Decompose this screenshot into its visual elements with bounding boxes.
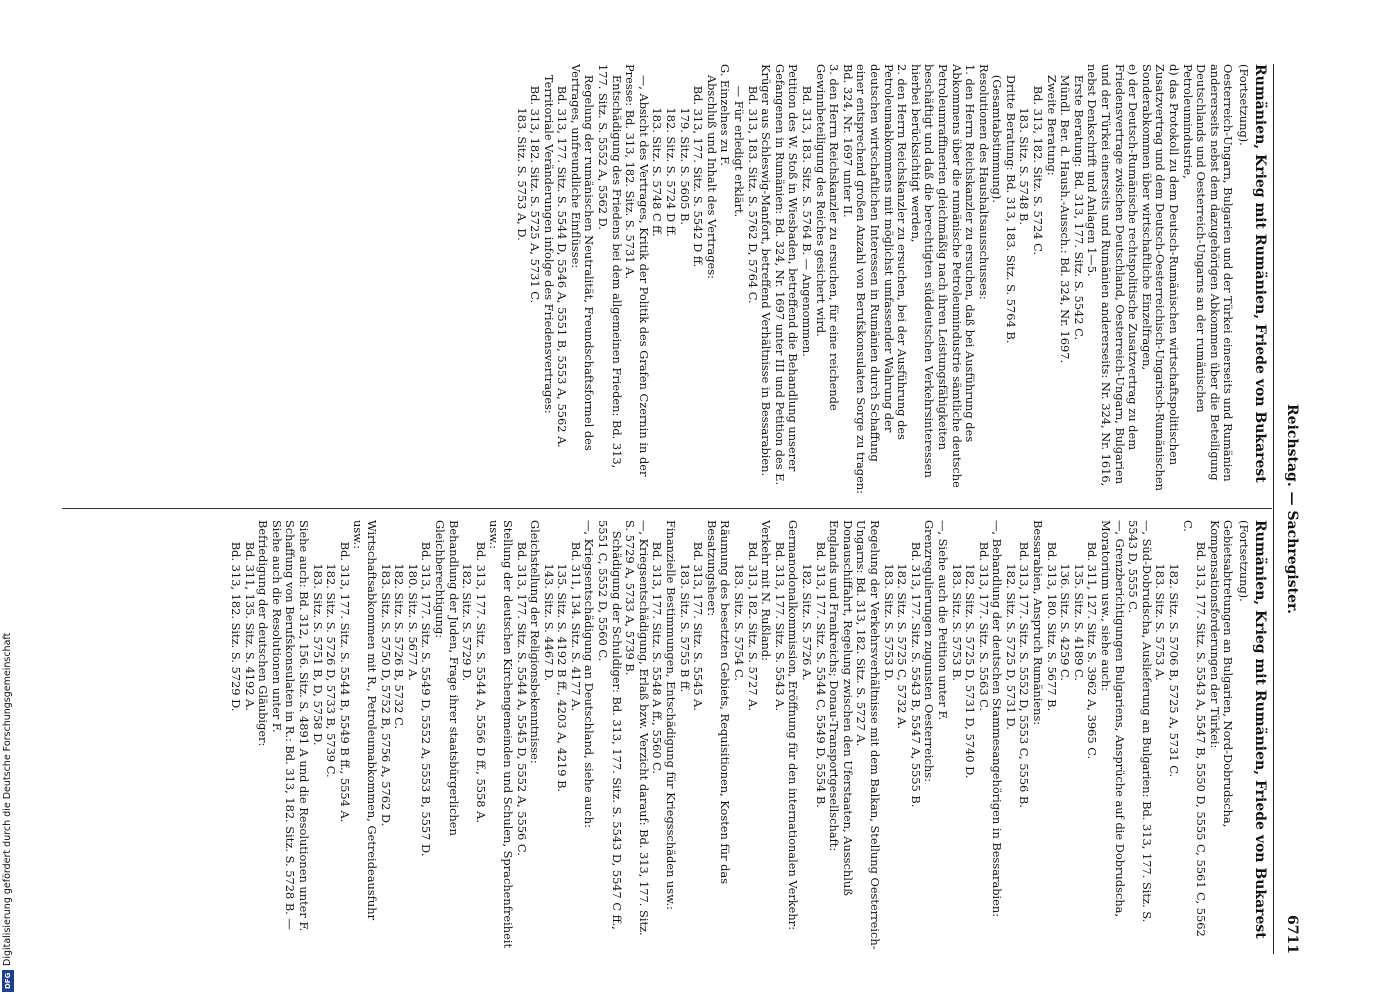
column-separator	[62, 508, 1272, 509]
column-left-body: Oesterreich-Ungarn, Bulgarien und der Türkei einerseits und Rumänien andererseits nebst dem dazugehörigen Abkommen über die Beteiligung Deutschlands und Oesterreich-Ungarns an der rumänischen Petroleumindustrie, d) das Protokoll zu dem Deutsch-Rumänischen wirtschaftspolitischen Zusatzvertrag und dem Deutsch-Oesterreichisch-Ungarisch-Rumänischen Sonderabkommen über wirtschaftliche Einzelfragen, e) der Deutsch-Rumänische rechtspolitische Zusatzvertrag zu dem Friedensvertrage zwischen Deutschland, Oesterreich-Ungarn, Bulgarien und der Türkei einerseits und Rumänien andererseits: Nr. 324, Nr. 1616, nebst Denkschrift und Anlagen 1—5. Erste Beratung: Bd. 313, 177. Sitz. S. 5542 C. Mündl. Ber. d. Haush.-Aussch.: Bd. 324, Nr. 1697. Zweite Beratung: Bd. 313, 182. Sitz. S. 5724 C. 183. Sitz. S. 5748 B. Dritte Beratung: Bd. 313, 183. Sitz. S. 5764 B. (Gesamtabstimmung). Resolutionen des Haushaltsausschusses: 1. den Herrn Reichskanzler zu ersuchen, daß bei Ausführung des Abkommens über die rumänische Petroleumindustrie sämtliche deutsche Petroleumraffinerien gleichmäßig nach ihren Leistungsfähigkeiten beschäftigt und daß die berechtigten süddeutschen Verkehrsinteressen hierbei berücksichtigt werden, 2. den Herrn Reichskanzler zu ersuchen, bei der Ausführung des Petroleumabkommens mit möglichst umfassender Wahrung der deutschen wirtschaftlichen Interessen in Rumänien durch Schaffung einer entsprechend großen Anzahl von Berufskonsulaten Sorge zu tragen: Bd. 324, Nr. 1697 unter II. 3. den Herrn Reichskanzler zu ersuchen, für eine reichende Gewinnbeteiligung des Reiches gesichert wird. Bd. 313, 183. Sitz. S. 5764 B. — Angenommen. Petition des W. Stoß in Wiesbaden, betreffend die Behandlung unserer Gefangenen in Rumänien: Bd. 324, Nr. 1697 unter III und Petition des E. Krüger aus Schleswig-Manfort, betreffend Verhältnisse in Bessarabien. Bd. 313, 183. Sitz. S. 5762 D, 5764 C. — Für erledigt erklärt. G. Einzelnes zu F. Abschluß und Inhalt des Vertrages: Bd. 313, 177. Sitz. S. 5542 D ff. 179. Sitz. S. 5605 B. 182. Sitz. S. 5724 D ff. 183. Sitz. S. 5748 C ff. —, Absicht des Vertrages, Kritik der Politik des Grafen Czernin in der Presse: Bd. 313, 182. Sitz. S. 5731 A. Entschädigung des Friedens bei dem allgemeinen Frieden: Bd. 313, 177. Sitz. S. 5552 A, 5562 D. Regelung der rumänischen Neutralität, Freundschaftsformel des Vertrages, unfreundliche Einflüsse: Bd. 313, 177. Sitz. S. 5544 D, 5546 A, 5551 B, 5553 A, 5562 A. Territoriale Veränderungen infolge des Friedensvertrages: Bd. 313, 182. Sitz. S. 5725 A, 5731 C. 183. Sitz. S. 5753 A, D.	[514, 64, 1236, 494]
digitization-note: Digitalisierung gefördert durch die Deutsche Forschungsgemeinschaft	[2, 632, 13, 966]
column-right-subheading: (Fortsetzung).	[1237, 520, 1251, 602]
dfg-logo: DFG	[2, 970, 14, 992]
column-left-subheading: (Fortsetzung).	[1237, 64, 1251, 146]
page-number: 6711	[1284, 915, 1300, 954]
header-rule	[1273, 64, 1274, 954]
scanned-page	[52, 64, 1304, 954]
column-left-heading: Rumänien, Krieg mit Rumänien, Friede von Bukarest	[1252, 64, 1268, 483]
digitization-footer	[2, 72, 14, 992]
running-header	[1274, 64, 1304, 954]
column-right-body: Gebietsabtretungen an Bulgarien, Nord-Dobrudscha, Kompensationsforderungen der Türkei: Bd. 313, 177. Sitz. S. 5543 A, 5547 B, 5550 D, 5555 C, 5561 C, 5562 C. 182. Sitz. S. 5706 B, 5725 A, 5731 C. 183. Sitz. S. 5753 A. —, Süd-Dobrudscha, Auslieferung an Bulgarien: Bd. 313, 177. Sitz. S. 5543 D, 5555 C. —, Grenzberichtigungen Bulgariens, Ansprüche auf die Dobrudscha, Moratorium usw., siehe auch: Bd. 311, 127. Sitz. S. 3962 A, 3965 C. 135. Sitz. S. 4189 C. 136. Sitz. S. 4259 C. Bd. 313, 180. Sitz. S. 5677 B. Bessarabien, Anspruch Rumäniens: Bd. 313, 177. Sitz. S. 5552 D, 5553 C, 5556 B. 182. Sitz. S. 5725 D, 5731 D. —, Behandlung der deutschen Stammesangehörigen in Bessarabien: Bd. 313, 177. Sitz. S. 5563 C. 182. Sitz. S. 5725 D, 5731 D, 5740 D. 183. Sitz. S. 5753 B. —, Siehe auch die Petition unter F. Grenzregulierungen zugunsten Oesterreichs: Bd. 313, 177. Sitz. S. 5543 B, 5547 A, 5555 B. 182. Sitz. S. 5725 C, 5732 A. 183. Sitz. S. 5753 D. Regelung der Verkehrsverhältnisse mit dem Balkan, Stellung Oesterreich-Ungarns: Bd. 313, 182. Sitz. S. 5727 A. Donauschiffahrt, Regelung zwischen den Uferstaaten, Ausschluß Englands und Frankreichs; Donau-Transportgesellschaft: Bd. 313, 177. Sitz. S. 5544 C, 5549 D, 5554 B. 182. Sitz. S. 5726 A. Germanodonalkommission, Eröffnung für den internationalen Verkehr: Bd. 313, 177. Sitz. S. 5543 A. Verkehr mit N. Rußland: Bd. 313, 182. Sitz. S. 5727 A. 183. Sitz. S. 5754 C. Räumung des besetzten Gebiets, Requisitionen, Kosten für das Besatzungsheer: Bd. 313, 177. Sitz. S. 5545 A. 183. Sitz. S. 5755 B ff. Finanzielle Bestimmungen, Entschädigung für Kriegsschäden usw.: Bd. 313, 177. Sitz. S. 5548 A ff., 5560 C. —, Kriegsentschädigung, Erlaß bzw. Verzicht darauf: Bd. 313, 177. Sitz. S. 5729 A, 5733 A, 5739 B. Schädigung der Schuldiger: Bd. 313, 177. Sitz. S. 5543 D, 5547 C ff., 5551 C, 5552 D, 5560 C. —, Kriegsentschädigung an Deutschland, siehe auch: Bd. 311, 134. Sitz. S. 4177 A. 135. Sitz. S. 4192 B ff., 4203 A, 4219 B. 143. Sitz. S. 4467 D. Gleichstellung der Religionsbekenntnisse: Bd. 313, 177. Sitz. S. 5544 A, 5545 D, 5552 A, 5556 C. Stellung der deutschen Kirchengemeinden und Schulen, Sprachenfreiheit usw.: Bd. 313, 177. Sitz. S. 5544 A, 5556 D ff., 5558 A. 182. Sitz. S. 5729 D. Behandlung der Juden, Frage ihrer staatsbürgerlichen Gleichberechtigung: Bd. 313, 177. Sitz. S. 5549 D, 5552 A, 5553 B, 5557 D. 180. Sitz. S. 5677 A. 182. Sitz. S. 5726 B, 5732 C. 183. Sitz. S. 5750 D, 5752 B, 5756 A, 5762 D. Wirtschaftsabkommen mit R., Petroleumabkommen, Getreideausfuhr usw.: Bd. 313, 177. Sitz. S. 5544 B, 5549 B ff., 5554 A. 182. Sitz. S. 5726 D, 5733 B, 5739 C. 183. Sitz. S. 5751 B, D, 5758 D. Siehe auch: Bd. 312, 156. Sitz. S. 4891 A und die Resolutionen unter F. Schaffung von Berufskonsulaten in R.: Bd. 313, 182. Sitz. S. 5728 B. — Siehe auch die Resolutionen unter F. Befriedigung der deutschen Gläubiger: Bd. 311, 135. Sitz. S. 4192 A. Bd. 313, 182. Sitz. S. 5729 D.	[229, 520, 1236, 950]
column-right	[228, 520, 1268, 950]
column-left	[514, 64, 1268, 494]
header-center: Reichstag. — Sachregister.	[1284, 404, 1300, 614]
column-right-heading: Rumänien, Krieg mit Rumänien, Friede von Bukarest	[1252, 520, 1268, 939]
